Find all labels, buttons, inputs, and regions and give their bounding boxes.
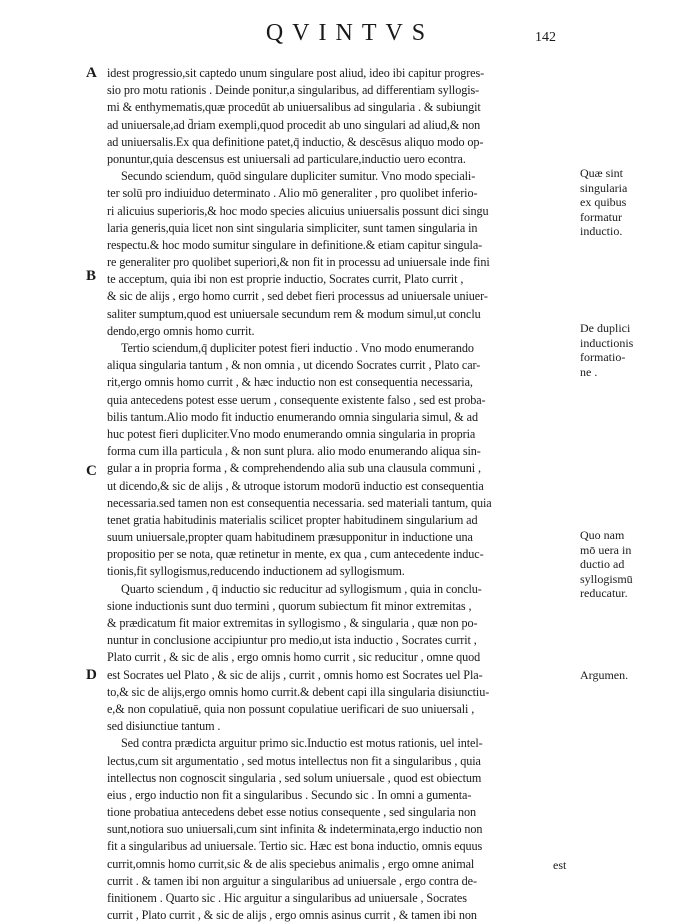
margin-note-line: syllogismū (580, 571, 633, 586)
text-line: ter solū pro indiuiduo determinato . Alio mō generaliter , pro quolibet inferio- (107, 186, 478, 201)
text-line: quia antecedens potest esse uerum , consequente existente falso , sed est proba- (107, 392, 486, 407)
paragraph-start-line: Sed contra prædicta arguitur primo sic.Inductio est motus rationis, uel intel- (121, 736, 483, 751)
text-line: sunt,notiora suo uniuersali,cum sint infinita & indeterminata,ergo inductio non (107, 822, 483, 837)
text-line: mi & enthymematis,quæ procedūt ab uniuersalibus ad singularia . & subiungit (107, 100, 481, 115)
margin-note-duplici (580, 321, 680, 379)
text-line: lectus,cum sit argumentatio , sed motus intellectus non fit a singularibus , quia (107, 753, 481, 768)
paragraph-start-line: Secundo sciendum, quōd singulare dupliciter sumitur. Vno modo speciali- (121, 169, 476, 184)
section-letter-b: B (86, 268, 97, 284)
text-line: to,& sic de alijs,ergo omnis homo currit.& debent capi illa singularia disiunctiu- (107, 684, 490, 699)
text-line: necessaria.sed tamen non est consequentia necessaria. sed materiali tantum, quia (107, 495, 492, 510)
text-line: Plato currit , & sic de alis , ergo omnis homo currit , sic reducitur , omne quod (107, 650, 481, 665)
text-line: currit,omnis homo currit,sic & de alis speciebus animalis , ergo omne animal (107, 856, 475, 871)
text-line: finitionem . Quarto sic . Hic arguitur a singularibus ad uniuersale , Socrates (107, 891, 467, 905)
text-line: suum uniuersale,propter quam habitudinem præsupponitur in inductione una (107, 530, 473, 545)
text-line: currit . & tamen ibi non arguitur a singularibus ad uniuersale , ergo contra de- (107, 873, 477, 888)
paragraph-start-line: Quarto sciendum , q̄ inductio sic reducitur ad syllogismum , quia in conclu- (121, 581, 482, 596)
margin-note-line: Quæ sint (580, 166, 624, 180)
margin-note-line: Quo nam (580, 528, 625, 542)
text-line: idest progressio,sit captedo unum singulare post aliud, ideo ibi capitur progres- (107, 66, 485, 80)
text-line: & prædicatum fit maior extremitas in syllogismo , & singularia , quæ non po- (107, 616, 478, 630)
text-line: sio pro motu rationis . Deinde ponitur,a singularibus, ad differentiam syllogis- (107, 83, 480, 98)
text-line: propositio per se nota, quæ retinetur in mente, ex qua , cum antecedente induc- (107, 547, 484, 562)
margin-note-line: Argumen. (580, 668, 629, 682)
margin-note-line: ex quibus (580, 195, 627, 209)
text-line: ri alicuius superioris,& hoc modo species alicuius uniuersalis possunt dici singu (107, 203, 489, 218)
margin-note-line: reducatur. (580, 586, 628, 600)
text-line: gular a in propria forma , & comprehendendo alia sub una clausula communi , (107, 461, 481, 476)
margin-note-line: formatur (580, 209, 622, 224)
text-line: re generaliter pro quolibet superiori,& non fit in processu ad uniuersale inde fini (107, 255, 490, 270)
text-line: laria generis,quia licet non sint singularia simpliciter, sunt tamen singularia in (107, 220, 478, 235)
text-line: te acceptum, quia ibi non est proprie inductio, Socrates currit, Plato currit , (107, 272, 464, 287)
paragraph-start-line: Tertio sciendum,q̄ dupliciter potest fieri inductio . Vno modo enumerando (121, 341, 474, 355)
text-line: aliqua singularia tantum , & non omnia , ut dicendo Socrates currit , Plato car- (107, 358, 481, 373)
text-line: forma cum illa particula , & non sunt plura. alio modo enumerando aliqua sin- (107, 444, 481, 459)
margin-note-singularia (580, 166, 680, 239)
page-number: 142 (535, 30, 556, 45)
margin-note-argumen (580, 668, 680, 683)
text-line: rit,ergo omnis homo currit , & hæc inductio non est consequentia necessaria, (107, 375, 473, 390)
margin-note-line: ductio ad (580, 557, 625, 571)
text-line: & sic de alijs , ergo homo currit , sed debet fieri processus ad uniuersale uniuer- (107, 289, 488, 304)
text-line: ut dicendo,& sic de alijs , & utroque istorum modorū inductio est consequentia (107, 478, 484, 493)
margin-note-line: De duplici (580, 321, 631, 335)
running-title: QVINTVS (265, 20, 435, 46)
text-line: sed disiunctiue tantum . (107, 719, 221, 734)
text-line: fit a singularibus ad uniuersale. Tertio sic. Hæc est bona inductio, omnis equus (107, 839, 483, 854)
text-line: sione inductionis sunt duo termini , quorum subiectum fit minor extremitas , (107, 598, 472, 613)
text-line: respectu.& hoc modo sumitur singulare in definitione.& etiam capitur singula- (107, 237, 483, 252)
text-line: tione probatiua antecedens debet esse notius consequente , sed singularia non (107, 805, 476, 820)
text-line: dendo,ergo omnis homo currit. (107, 323, 255, 338)
text-line: bilis tantum.Alio modo fit inductio enumerando omnia singularia simul, & ad (107, 409, 478, 424)
text-line: tionis,fit syllogismus,reducendo inductionem ad syllogismum. (107, 564, 405, 579)
section-letter-c: C (86, 463, 97, 479)
text-line: ad uniuersalis.Ex qua definitione patet,q̄ inductio, & descēsus aliquo modo op- (107, 134, 484, 149)
text-line: ponuntur,quia descensus est uniuersali ad particulare,inductio uero econtra. (107, 151, 466, 166)
text-line: huc potest fieri dupliciter.Vno modo enumerando omnia singularia in propria (107, 426, 476, 441)
text-line: nuntur in conclusione accipiuntur pro medio,ut ista inductio , Socrates currit , (107, 633, 477, 648)
main-text-column (107, 65, 572, 924)
catchword: est (553, 858, 567, 872)
margin-note-reducatur (580, 528, 680, 601)
margin-note-line: inductio. (580, 224, 623, 238)
text-line: eius , ergo inductio non fit a singularibus . Secundo sic . In omni a gumenta- (107, 787, 472, 802)
section-letter-d: D (86, 667, 97, 683)
section-letter-a: A (86, 65, 97, 81)
margin-note-line: mō uera in (580, 542, 632, 557)
text-line: intellectus non cognoscit singularia , sed solum uniuersale , quod est obiectum (107, 770, 482, 785)
text-line: e,& non copulatiuē, quia non possunt copulatiue uerificari de suo uniuersali , (107, 701, 475, 716)
margin-note-line: formatio- (580, 350, 626, 364)
text-line: currit , Plato currit , & sic de alijs , ergo omnis asinus currit , & tamen ibi non (107, 908, 477, 923)
text-line: est Socrates uel Plato , & sic de alijs , currit , omnis homo est Socrates uel Pla- (107, 667, 483, 682)
margin-note-line: singularia (580, 180, 628, 195)
text-line: ad uniuersale,ad d̄riam exempli,quod procedit ab uno singulari ad aliud,& non (107, 117, 481, 132)
margin-note-line: ne . (580, 364, 598, 379)
text-line: tenet gratia habitudinis materialis scilicet propter habitudinem singularium ad (107, 512, 478, 527)
margin-note-line: inductionis (580, 335, 634, 350)
text-line: saliter sumptum,quod est uniuersale secundum rem & modum simul,ut conclu (107, 306, 481, 321)
